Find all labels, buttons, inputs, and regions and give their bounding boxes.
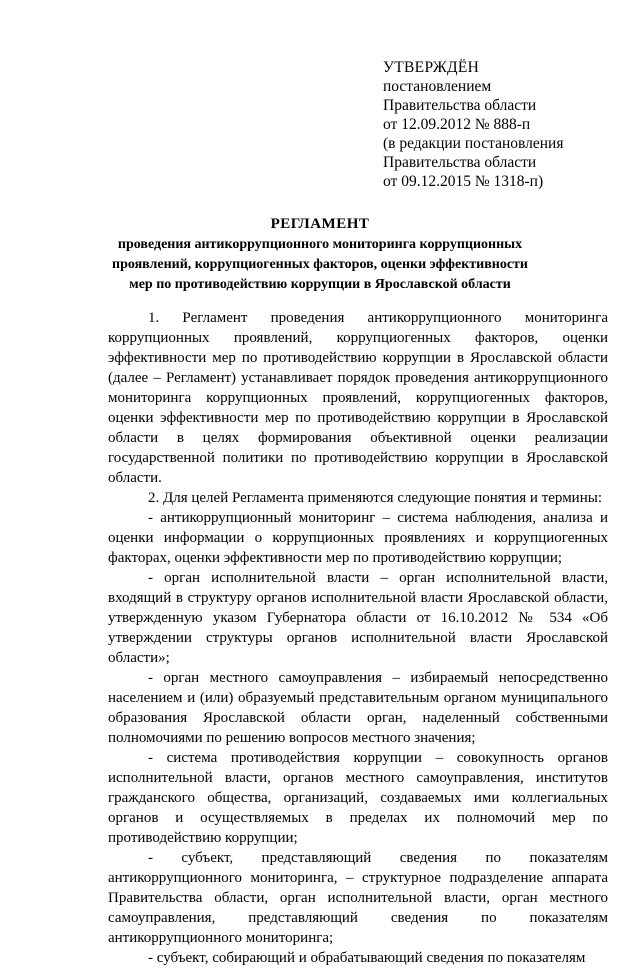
paragraph: - антикоррупционный мониторинг – система наблюдения, анализа и оценки информации о коррупционных проявлениях и коррупциогенных факторах, оценки эффективности мер по противодействию коррупции; (108, 510, 608, 566)
paragraph: - субъект, собирающий и обрабатывающий сведения по показателям (148, 950, 586, 966)
approval-heading: УТВЕРЖДЁН (383, 59, 480, 76)
approval-line: (в редакции постановления (383, 135, 564, 152)
paragraph: - субъект, представляющий сведения по показателям антикоррупционного мониторинга, – структурное подразделение аппарата Правительства области, орган исполнительной власти, орган местного самоуправления, представляющий сведения по показателям антикоррупционного мониторинга; (108, 850, 608, 946)
approval-stamp (383, 58, 563, 191)
approval-line: Правительства области (383, 97, 537, 114)
paragraph: - орган исполнительной власти – орган исполнительной власти, входящий в структуру органов исполнительной власти Ярославской области, утвержденную указом Губернатора области от 16.10.2012 № 534 «Об утверждении структуры органов исполнительной власти Ярославской области»; (108, 570, 608, 666)
paragraph: - орган местного самоуправления – избираемый непосредственно населением и (или) образуемый представительным органом муниципального образования Ярославской области орган, наделенный собственными полномочиями по решению вопросов местного значения; (108, 670, 608, 746)
paragraph: 1. Регламент проведения антикоррупционного мониторинга коррупционных проявлений, коррупциогенных факторов, оценки эффективности мер по противодействию коррупции в Ярославской области (далее – Регламент) устанавливает порядок проведения антикоррупционного мониторинга коррупционных проявлений, коррупциогенных факторов, оценки эффективности мер по противодействию коррупции в Ярославской области в целях формирования объективной оценки реализации государственной политики по противодействию коррупции в Ярославской области. (108, 310, 608, 486)
approval-line: Правительства области (383, 154, 537, 171)
paragraph: - система противодействия коррупции – совокупность органов исполнительной власти, органов местного самоуправления, институтов гражданского общества, организаций, создаваемых ими коллегиальных органов и осуществляемых в пределах их полномочий мер по противодействию коррупции; (108, 750, 608, 846)
document-title: РЕГЛАМЕНТ (270, 216, 370, 232)
approval-line: постановлением (383, 78, 492, 95)
approval-line: от 12.09.2012 № 888-п (383, 116, 531, 133)
approval-line: от 09.12.2015 № 1318-п) (383, 173, 544, 190)
document-subtitle: проведения антикоррупционного мониторинга коррупционных проявлений, коррупциогенных факторов, оценки эффективности мер по противодействию коррупции в Ярославской области (112, 237, 528, 292)
document-title-block (108, 214, 532, 295)
document-body (108, 308, 608, 968)
paragraph: 2. Для целей Регламента применяются следующие понятия и термины: (148, 490, 602, 506)
